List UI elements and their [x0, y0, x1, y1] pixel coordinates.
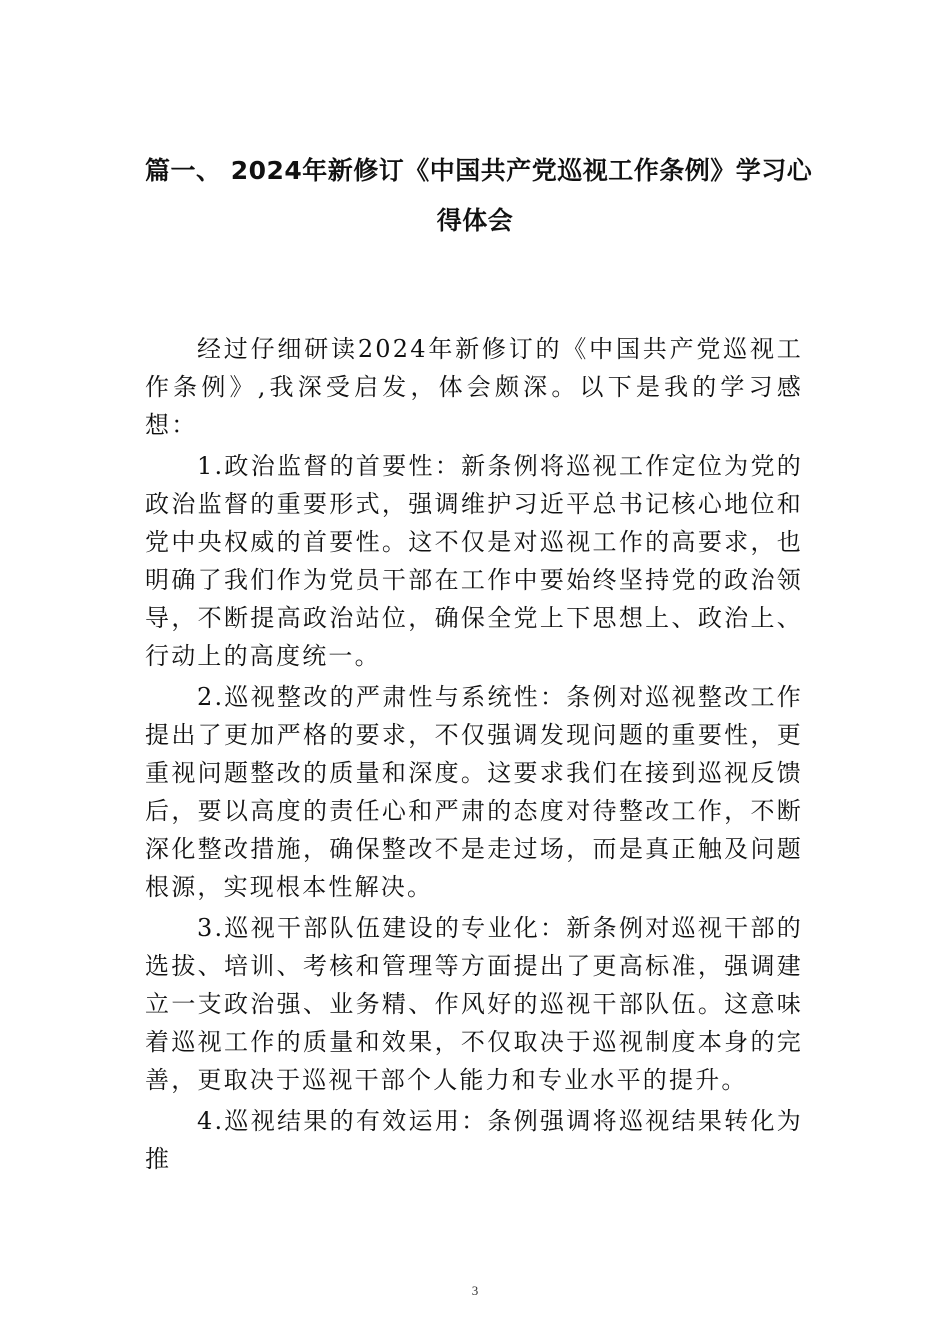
document-title [145, 146, 813, 246]
document-body [145, 330, 803, 1181]
paragraph-point-3: 3.巡视干部队伍建设的专业化：新条例对巡视干部的选拔、培训、考核和管理等方面提出了更高标准，强调建立一支政治强、业务精、作风好的巡视干部队伍。这意味着巡视工作的质量和效果，不仅取决于巡视制度本身的完善，更取决于巡视干部个人能力和专业水平的提升。 [145, 914, 803, 1094]
paragraph-point-4: 4.巡视结果的有效运用：条例强调将巡视结果转化为推 [145, 1107, 803, 1173]
page-number: 3 [471, 1283, 479, 1298]
paragraph-point-2: 2.巡视整改的严肃性与系统性：条例对巡视整改工作提出了更加严格的要求，不仅强调发现问题的重要性，更重视问题整改的质量和深度。这要求我们在接到巡视反馈后，要以高度的责任心和严肃的态度对待整改工作，不断深化整改措施，确保整改不是走过场，而是真正触及问题根源，实现根本性解决。 [145, 683, 803, 901]
document-title-line-2: 得体会 [436, 206, 514, 235]
document-title-line-1: 篇一、 2024年新修订《中国共产党巡视工作条例》学习心 [145, 156, 813, 185]
paragraph-point-1: 1.政治监督的首要性：新条例将巡视工作定位为党的政治监督的重要形式，强调维护习近平总书记核心地位和党中央权威的首要性。这不仅是对巡视工作的高要求，也明确了我们作为党员干部在工作中要始终坚持党的政治领导，不断提高政治站位，确保全党上下思想上、政治上、行动上的高度统一。 [145, 452, 803, 670]
paragraph-intro: 经过仔细研读2024年新修订的《中国共产党巡视工作条例》,我深受启发，体会颇深。以下是我的学习感想： [145, 335, 803, 439]
